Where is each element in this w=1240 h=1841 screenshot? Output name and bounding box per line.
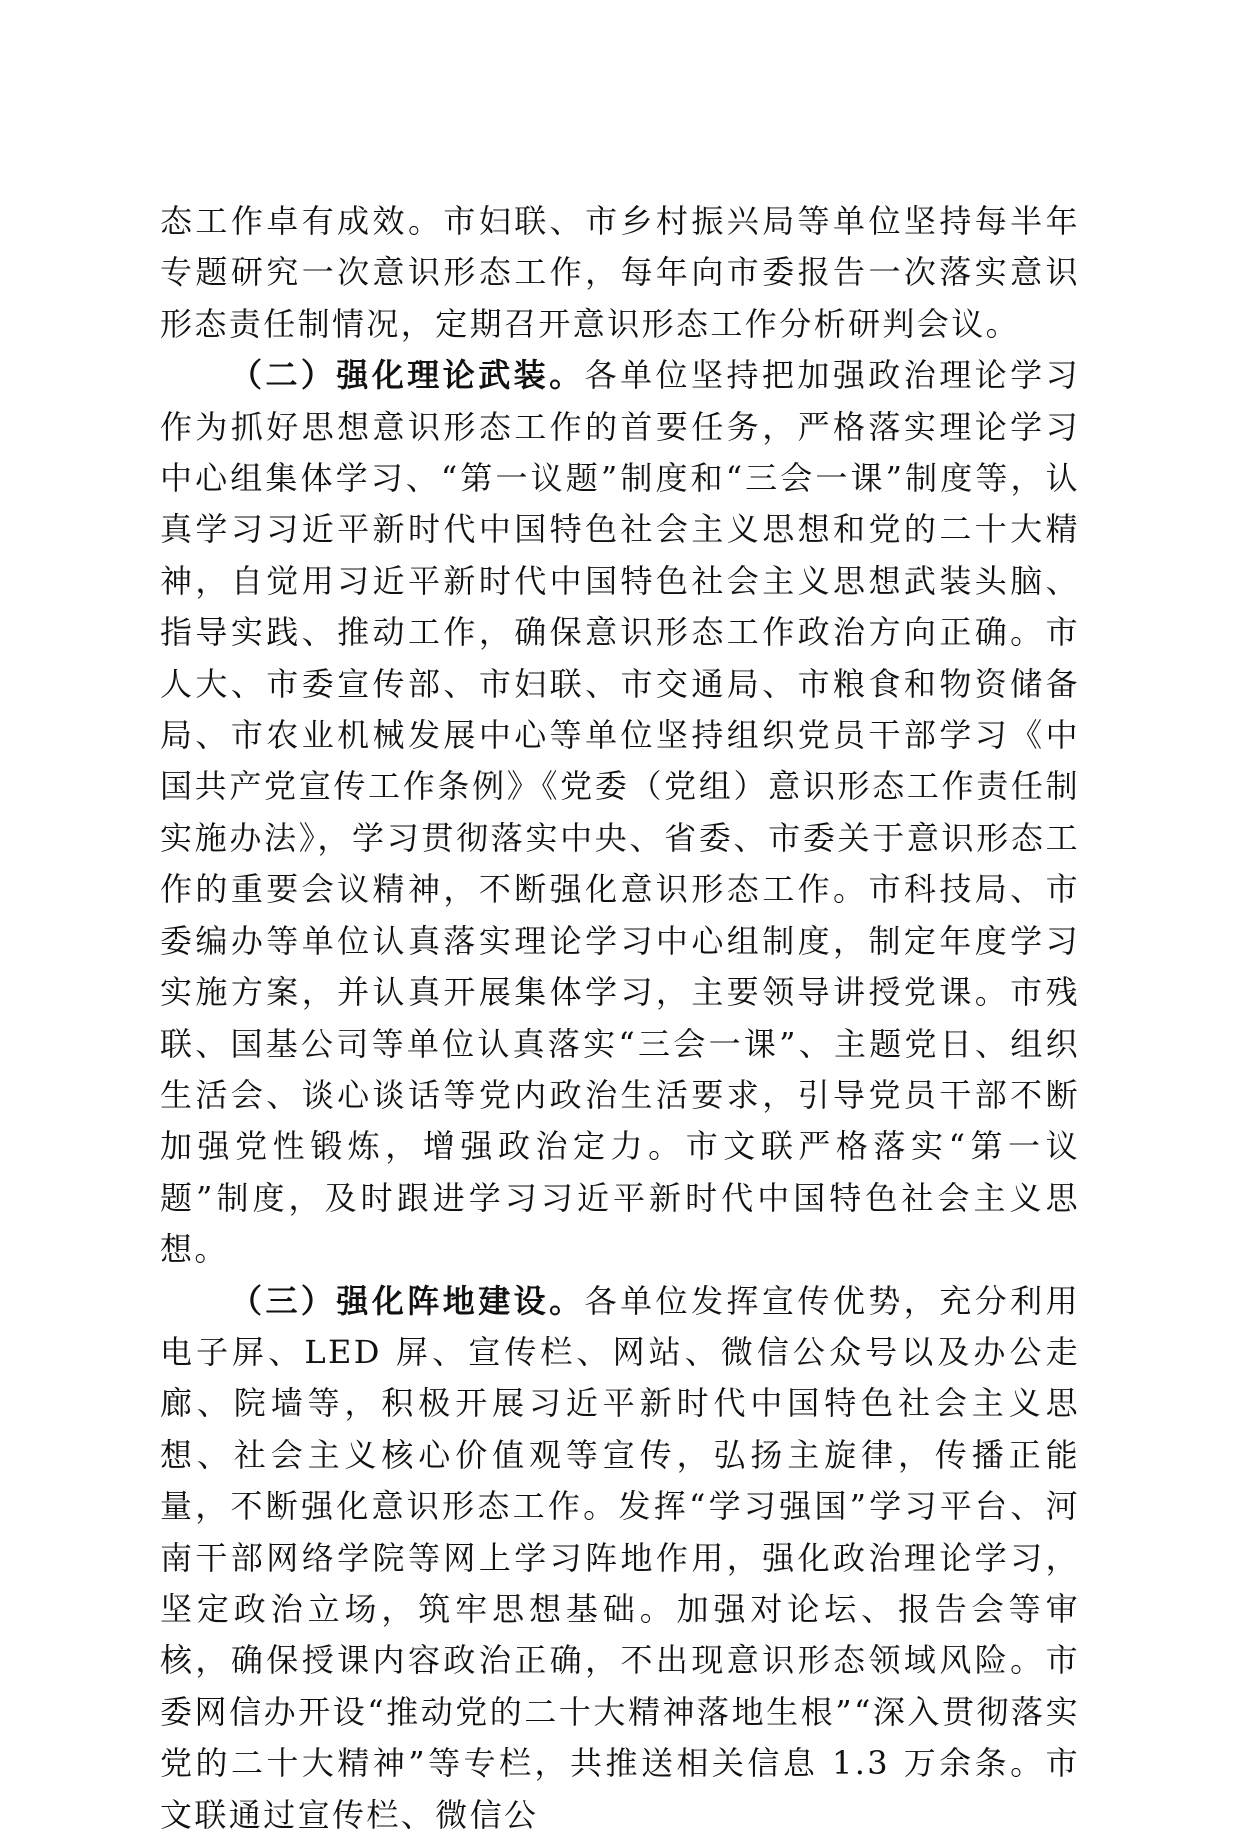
paragraph-text: 态工作卓有成效。市妇联、市乡村振兴局等单位坚持每半年专题研究一次意识形态工作，每年向市委报告一次落实意识形态责任制情况，定期召开意识形态工作分析研判会议。 [160,202,1080,343]
paragraph-continuation [160,196,1080,350]
document-page [160,196,1080,1841]
paragraph-section-3 [160,1276,1080,1841]
section-heading: （二）强化理论武装。 [230,356,585,395]
section-heading: （三）强化阵地建设。 [230,1281,585,1320]
paragraph-text: 各单位发挥宣传优势，充分利用电子屏、LED 屏、宣传栏、网站、微信公众号以及办公走廊、院墙等，积极开展习近平新时代中国特色社会主义思想、社会主义核心价值观等宣传，弘扬主旋律，传播正能量，不断强化意识形态工作。发挥“学习强国”学习平台、河南干部网络学院等网上学习阵地作用，强化政治理论学习，坚定政治立场，筑牢思想基础。加强对论坛、报告会等审核，确保授课内容政治正确，不出现意识形态领域风险。市委网信办开设“推动党的二十大精神落地生根”“深入贯彻落实党的二十大精神”等专栏，共推送相关信息 1.3 万余条。市文联通过宣传栏、微信公 [160,1281,1080,1834]
paragraph-section-2 [160,350,1080,1275]
paragraph-text: 各单位坚持把加强政治理论学习作为抓好思想意识形态工作的首要任务，严格落实理论学习中心组集体学习、“第一议题”制度和“三会一课”制度等，认真学习习近平新时代中国特色社会主义思想和党的二十大精神，自觉用习近平新时代中国特色社会主义思想武装头脑、指导实践、推动工作，确保意识形态工作政治方向正确。市人大、市委宣传部、市妇联、市交通局、市粮食和物资储备局、市农业机械发展中心等单位坚持组织党员干部学习《中国共产党宣传工作条例》《党委（党组）意识形态工作责任制实施办法》，学习贯彻落实中央、省委、市委关于意识形态工作的重要会议精神，不断强化意识形态工作。市科技局、市委编办等单位认真落实理论学习中心组制度，制定年度学习实施方案，并认真开展集体学习，主要领导讲授党课。市残联、国基公司等单位认真落实“三会一课”、主题党日、组织生活会、谈心谈话等党内政治生活要求，引导党员干部不断加强党性锻炼，增强政治定力。市文联严格落实“第一议题”制度，及时跟进学习习近平新时代中国特色社会主义思想。 [160,356,1080,1269]
